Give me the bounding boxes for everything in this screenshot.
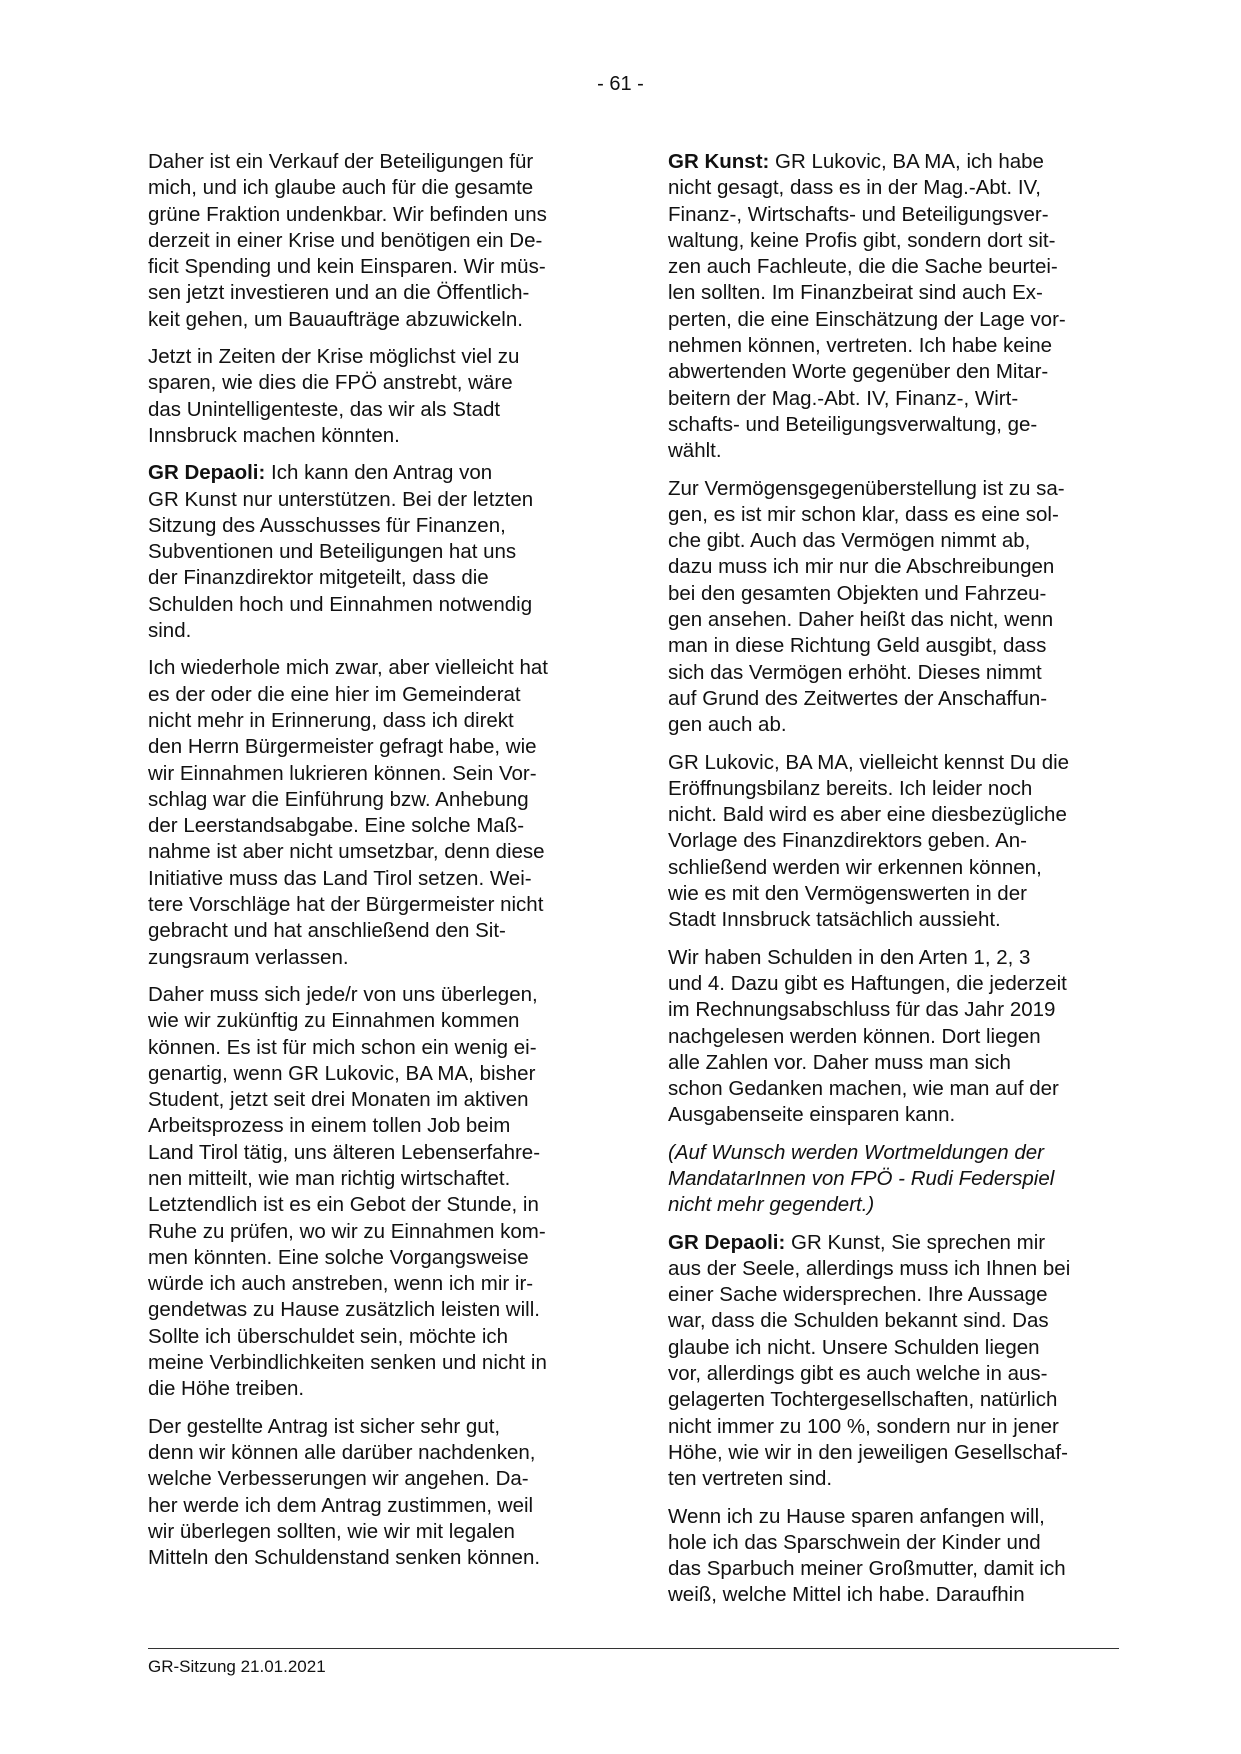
text-line: nicht immer zu 100 %, sondern nur in jener — [668, 1414, 1059, 1438]
text-line: nachgelesen werden können. Dort liegen — [668, 1024, 1041, 1048]
text-line: Mitteln den Schuldenstand senken können. — [148, 1546, 541, 1570]
text-line: nicht gesagt, dass es in der Mag.-Abt. IV, — [668, 176, 1042, 200]
text-line: Der gestellte Antrag ist sicher sehr gut, — [148, 1414, 501, 1438]
text-line: ten vertreten sind. — [668, 1467, 833, 1491]
paragraph — [148, 1414, 598, 1572]
text-line: Daher muss sich jede/r von uns überlegen, — [148, 982, 538, 1006]
text-line: GR Kunst, Sie sprechen mir — [785, 1230, 1046, 1254]
paragraph — [668, 476, 1118, 739]
text-line: Stadt Innsbruck tatsächlich aussieht. — [668, 908, 1001, 932]
text-line: Ausgabenseite einsparen kann. — [668, 1103, 956, 1127]
text-line: Finanz-, Wirtschafts- und Beteiligungsver- — [668, 202, 1049, 226]
text-line: zungsraum verlassen. — [148, 945, 349, 969]
text-line: Jetzt in Zeiten der Krise möglichst viel zu — [148, 345, 520, 369]
text-line: men könnten. Eine solche Vorgangsweise — [148, 1245, 529, 1269]
text-line: grüne Fraktion undenkbar. Wir befinden uns — [148, 202, 547, 226]
text-line: Student, jetzt seit drei Monaten im aktiven — [148, 1088, 529, 1112]
text-line: perten, die eine Einschätzung der Lage vor- — [668, 307, 1066, 331]
text-line: Subventionen und Beteiligungen hat uns — [148, 540, 517, 564]
paragraph — [668, 1504, 1118, 1609]
text-line: gebracht und hat anschließend den Sit- — [148, 919, 506, 943]
text-line: gen, es ist mir schon klar, dass es eine sol- — [668, 502, 1059, 526]
text-line: mich, und ich glaube auch für die gesamte — [148, 176, 534, 200]
text-line: wie es mit den Vermögenswerten in der — [668, 882, 1027, 906]
text-line: gen auch ab. — [668, 713, 787, 737]
text-line: dazu muss ich mir nur die Abschreibungen — [668, 555, 1055, 579]
text-line: abwertenden Worte gegenüber den Mitar- — [668, 360, 1049, 384]
text-line: beitern der Mag.-Abt. IV, Finanz-, Wirt- — [668, 386, 1019, 410]
text-line: nicht. Bald wird es aber eine diesbezügliche — [668, 803, 1067, 827]
footer-session-date: GR-Sitzung 21.01.2021 — [148, 1657, 326, 1676]
text-line: können. Es ist für mich schon ein wenig ei- — [148, 1035, 537, 1059]
text-line: len sollten. Im Finanzbeirat sind auch Ex- — [668, 281, 1043, 305]
text-line: nahme ist aber nicht umsetzbar, denn diese — [148, 840, 545, 864]
footer-divider — [148, 1648, 1119, 1649]
text-line: wie wir zukünftig zu Einnahmen kommen — [148, 1009, 520, 1033]
text-line: schafts- und Beteiligungsverwaltung, ge- — [668, 412, 1038, 436]
text-line: Innsbruck machen könnten. — [148, 423, 400, 447]
text-line: nicht mehr in Erinnerung, dass ich direkt — [148, 708, 514, 732]
speaker-name: GR Kunst: — [668, 150, 770, 173]
text-line: waltung, keine Profis gibt, sondern dort sit- — [668, 228, 1056, 252]
text-line: schlag war die Einführung bzw. Anhebung — [148, 787, 529, 811]
paragraph — [148, 982, 598, 1403]
text-line: auf Grund des Zeitwertes der Anschaffun- — [668, 686, 1048, 710]
text-line: GR Lukovic, BA MA, vielleicht kennst Du die — [668, 750, 1070, 774]
text-line: Schulden hoch und Einnahmen notwendig — [148, 592, 533, 616]
text-line: gen ansehen. Daher heißt das nicht, wenn — [668, 608, 1054, 632]
text-line: Eröffnungsbilanz bereits. Ich leider noch — [668, 776, 1033, 800]
text-line: denn wir können alle darüber nachdenken, — [148, 1440, 536, 1464]
text-line: gelagerten Tochtergesellschaften, natürlich — [668, 1388, 1058, 1412]
text-line: Vorlage des Finanzdirektors geben. An- — [668, 829, 1027, 853]
text-line: nicht mehr gegendert.) — [668, 1193, 875, 1217]
text-line: gendetwas zu Hause zusätzlich leisten will. — [148, 1298, 540, 1322]
text-line: und 4. Dazu gibt es Haftungen, die jederzeit — [668, 971, 1067, 995]
text-line: (Auf Wunsch werden Wortmeldungen der — [668, 1140, 1045, 1164]
left-column — [148, 149, 598, 1582]
text-line: weiß, welche Mittel ich habe. Daraufhin — [668, 1583, 1025, 1607]
text-line: Wenn ich zu Hause sparen anfangen will, — [668, 1504, 1045, 1528]
text-line: her werde ich dem Antrag zustimmen, weil — [148, 1493, 534, 1517]
text-line: wählt. — [668, 439, 722, 463]
text-line: nehmen können, vertreten. Ich habe keine — [668, 334, 1053, 358]
text-line: Land Tirol tätig, uns älteren Lebenserfahre- — [148, 1140, 541, 1164]
text-line: Sitzung des Ausschusses für Finanzen, — [148, 513, 506, 537]
text-line: GR Lukovic, BA MA, ich habe — [769, 150, 1044, 173]
text-line: Wir haben Schulden in den Arten 1, 2, 3 — [668, 945, 1031, 969]
text-line: sich das Vermögen erhöht. Dieses nimmt — [668, 660, 1042, 684]
text-line: Daher ist ein Verkauf der Beteiligungen für — [148, 150, 534, 173]
text-line: Ruhe zu prüfen, wo wir zu Einnahmen kom- — [148, 1219, 546, 1243]
text-line: würde ich auch anstreben, wenn ich mir ir- — [148, 1272, 534, 1296]
speaker-name: GR Depaoli: — [668, 1230, 786, 1254]
editorial-note — [668, 1140, 1118, 1219]
text-line: das Sparbuch meiner Großmutter, damit ich — [668, 1557, 1066, 1581]
text-line: MandatarInnen von FPÖ - Rudi Federspiel — [668, 1166, 1055, 1190]
text-line: sind. — [148, 619, 192, 643]
text-line: schon Gedanken machen, wie man auf der — [668, 1077, 1059, 1101]
text-line: zen auch Fachleute, die die Sache beurtei- — [668, 255, 1058, 279]
text-line: wir Einnahmen lukrieren können. Sein Vor- — [148, 761, 537, 785]
text-line: aus der Seele, allerdings muss ich Ihnen bei — [668, 1256, 1071, 1280]
text-line: Zur Vermögensgegenüberstellung ist zu sa- — [668, 476, 1065, 500]
text-line: bei den gesamten Objekten und Fahrzeu- — [668, 581, 1047, 605]
text-line: Sollte ich überschuldet sein, möchte ich — [148, 1324, 509, 1348]
text-line: man in diese Richtung Geld ausgibt, dass — [668, 634, 1047, 658]
text-line: che gibt. Auch das Vermögen nimmt ab, — [668, 529, 1031, 553]
text-line: schließend werden wir erkennen können, — [668, 855, 1042, 879]
text-line: es der oder die eine hier im Gemeinderat — [148, 682, 521, 706]
paragraph — [668, 149, 1118, 465]
text-line: meine Verbindlichkeiten senken und nicht in — [148, 1351, 547, 1375]
text-line: einer Sache widersprechen. Ihre Aussage — [668, 1283, 1048, 1307]
text-line: alle Zahlen vor. Daher muss man sich — [668, 1050, 1011, 1074]
text-line: der Finanzdirektor mitgeteilt, dass die — [148, 566, 489, 590]
text-line: sparen, wie dies die FPÖ anstrebt, wäre — [148, 371, 513, 395]
text-line: nen mitteilt, wie man richtig wirtschaftet. — [148, 1166, 511, 1190]
paragraph — [668, 750, 1118, 934]
text-line: genartig, wenn GR Lukovic, BA MA, bisher — [148, 1061, 536, 1085]
text-line: Letztendlich ist es ein Gebot der Stunde, in — [148, 1193, 539, 1217]
text-line: Arbeitsprozess in einem tollen Job beim — [148, 1114, 511, 1138]
text-line: GR Kunst nur unterstützen. Bei der letzten — [148, 487, 534, 511]
text-line: Höhe, wie wir in den jeweiligen Gesellschaf- — [668, 1440, 1068, 1464]
page-number: - 61 - — [597, 73, 644, 95]
paragraph — [148, 149, 598, 333]
text-line: den Herrn Bürgermeister gefragt habe, wie — [148, 735, 537, 759]
text-line: sen jetzt investieren und an die Öffentlich- — [148, 281, 530, 305]
text-line: welche Verbesserungen wir angehen. Da- — [148, 1467, 529, 1491]
right-column — [668, 149, 1118, 1620]
text-line: das Unintelligenteste, das wir als Stadt — [148, 397, 501, 421]
text-line: hole ich das Sparschwein der Kinder und — [668, 1530, 1041, 1554]
speaker-name: GR Depaoli: — [148, 461, 266, 485]
text-line: wir überlegen sollten, wie wir mit legalen — [148, 1519, 515, 1543]
text-line: derzeit in einer Krise und benötigen ein De- — [148, 228, 543, 252]
text-line: tere Vorschläge hat der Bürgermeister nicht — [148, 893, 544, 917]
paragraph — [668, 945, 1118, 1129]
text-line: die Höhe treiben. — [148, 1377, 305, 1401]
text-line: ficit Spending und kein Einsparen. Wir müs- — [148, 255, 546, 279]
paragraph — [148, 655, 598, 971]
text-line: Ich kann den Antrag von — [265, 461, 493, 485]
text-line: der Leerstandsabgabe. Eine solche Maß- — [148, 814, 525, 838]
text-line: im Rechnungsabschluss für das Jahr 2019 — [668, 998, 1056, 1022]
text-line: war, dass die Schulden bekannt sind. Das — [668, 1309, 1049, 1333]
text-line: glaube ich nicht. Unsere Schulden liegen — [668, 1335, 1040, 1359]
text-line: Ich wiederhole mich zwar, aber vielleicht hat — [148, 656, 548, 680]
paragraph — [668, 1230, 1118, 1493]
text-line: keit gehen, um Bauaufträge abzuwickeln. — [148, 307, 523, 331]
text-line: Initiative muss das Land Tirol setzen. Wei- — [148, 866, 532, 890]
paragraph — [148, 344, 598, 449]
paragraph — [148, 460, 598, 644]
text-line: vor, allerdings gibt es auch welche in aus- — [668, 1362, 1048, 1386]
